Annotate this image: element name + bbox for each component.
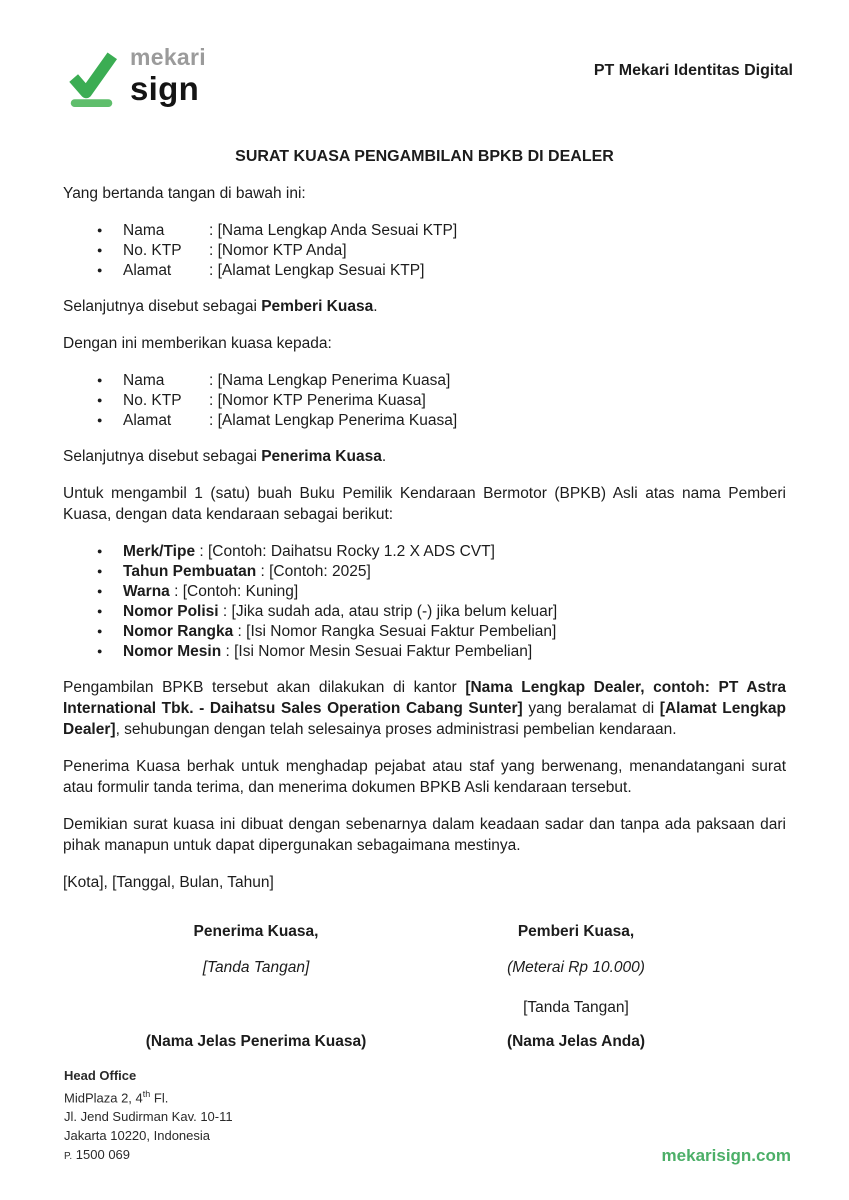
closing-paragraph: Demikian surat kuasa ini dibuat dengan sebenarnya dalam keadaan sadar dan tanpa ada paksaan dari pihak manapun untuk dapat dipergunakan sebagaimana mestinya. xyxy=(63,816,786,854)
signature-left-column xyxy=(96,921,416,1052)
text-run: , sehubungan dengan telah selesainya proses administrasi pembelian kendaraan. xyxy=(115,721,677,738)
signature-placeholder-right: [Tanda Tangan] xyxy=(523,999,629,1016)
address-line-2: Jl. Jend Sudirman Kav. 10-11 xyxy=(64,1109,233,1124)
signature-placeholder-left: [Tanda Tangan] xyxy=(202,959,310,976)
list-item xyxy=(97,260,786,280)
text-run: . xyxy=(373,298,378,315)
grantor-closing-paragraph xyxy=(63,296,786,317)
vehicle-field xyxy=(123,541,495,562)
grantor-list xyxy=(63,220,786,280)
dealer-paragraph xyxy=(63,677,786,740)
list-item xyxy=(97,390,786,410)
list-item xyxy=(97,601,786,621)
address-line-1 xyxy=(64,1085,233,1107)
signature-role-right: Pemberi Kuasa, xyxy=(517,923,635,940)
dealer-address-placeholder: [Alamat Lengkap Dealer] xyxy=(63,700,787,738)
field-value: : [Isi Nomor Rangka Sesuai Faktur Pembelian] xyxy=(233,623,557,640)
address-line-3: Jakarta 10220, Indonesia xyxy=(64,1128,210,1143)
field-value: : [Nama Lengkap Penerima Kuasa] xyxy=(209,372,451,389)
signature-name-right: (Nama Jelas Anda) xyxy=(506,1033,646,1050)
signature-name-left: (Nama Jelas Penerima Kuasa) xyxy=(145,1033,367,1050)
field-label: Alamat xyxy=(123,262,172,279)
website-link[interactable]: mekarisign.com xyxy=(661,1146,791,1165)
field-label: Merk/Tipe xyxy=(123,543,196,560)
list-item xyxy=(97,581,786,601)
field-value: : [Jika sudah ada, atau strip (-) jika belum keluar] xyxy=(218,603,558,620)
text-run: . xyxy=(381,448,387,465)
field-label: Nomor Mesin xyxy=(123,643,222,660)
grantee-list xyxy=(63,370,786,430)
document-title: SURAT KUASA PENGAMBILAN BPKB DI DEALER xyxy=(235,148,614,165)
dealer-name-placeholder: [Nama Lengkap Dealer, contoh: PT Astra International Tbk. - Daihatsu Sales Operation Cabang Sunter] xyxy=(63,679,786,717)
field-label: Nomor Polisi xyxy=(123,603,219,620)
signature-role-left: Penerima Kuasa, xyxy=(193,923,319,940)
field-value: : [Nomor KTP Penerima Kuasa] xyxy=(209,392,426,409)
grantee-closing-paragraph xyxy=(63,446,786,467)
field-label: Nama xyxy=(123,372,165,389)
purpose-paragraph: Untuk mengambil 1 (satu) buah Buku Pemilik Kendaraan Bermotor (BPKB) Asli atas nama Pemberi Kuasa, dengan data kendaraan sebagai berikut: xyxy=(63,485,786,523)
signature-spacer-left xyxy=(96,997,416,1018)
field-value: : [Nomor KTP Anda] xyxy=(209,242,347,259)
bullet-icon: ● xyxy=(97,566,103,576)
list-item xyxy=(97,370,786,390)
office-address-block xyxy=(64,1066,233,1166)
field-value: : [Contoh: Kuning] xyxy=(169,583,299,600)
text-run: Selanjutnya disebut sebagai xyxy=(63,448,262,465)
bullet-icon: ● xyxy=(97,646,103,656)
vehicle-field xyxy=(123,601,557,622)
text-run-bold: Pemberi Kuasa xyxy=(261,298,374,315)
bullet-icon: ● xyxy=(97,586,103,596)
meterai-note: (Meterai Rp 10.000) xyxy=(507,959,645,976)
logo-word-mekari: mekari xyxy=(130,44,206,70)
intro-paragraph: Yang bertanda tangan di bawah ini: xyxy=(63,185,306,202)
list-item xyxy=(97,561,786,581)
logo-word-sign: sign xyxy=(130,70,200,107)
document-content xyxy=(0,146,849,1052)
field-value: : [Contoh: Daihatsu Rocky 1.2 X ADS CVT] xyxy=(195,543,495,560)
vehicle-list xyxy=(63,541,786,661)
field-label: No. KTP xyxy=(123,392,182,409)
bullet-icon: ● xyxy=(97,245,103,255)
phone-line xyxy=(64,1145,233,1166)
signature-block xyxy=(63,921,786,1052)
list-item xyxy=(97,621,786,641)
phone-label: P. xyxy=(64,1151,73,1162)
footer xyxy=(0,1066,849,1166)
bullet-icon: ● xyxy=(97,626,103,636)
list-item xyxy=(97,641,786,661)
field-label: Nomor Rangka xyxy=(123,623,234,640)
logo-wordmark xyxy=(130,46,206,105)
field-label: Nama xyxy=(123,222,165,239)
text-run: Pengambilan BPKB tersebut akan dilakukan di kantor xyxy=(63,679,466,696)
logo-check-icon xyxy=(64,46,120,110)
field-label: Warna xyxy=(123,583,170,600)
bullet-icon: ● xyxy=(97,375,103,385)
bullet-icon: ● xyxy=(97,606,103,616)
field-value: : [Alamat Lengkap Penerima Kuasa] xyxy=(209,412,458,429)
field-label: Alamat xyxy=(123,412,172,429)
bullet-icon: ● xyxy=(97,415,103,425)
company-name: PT Mekari Identitas Digital xyxy=(593,62,793,79)
field-label: Tahun Pembuatan xyxy=(123,563,257,580)
vehicle-field xyxy=(123,641,532,662)
list-item xyxy=(97,410,786,430)
ordinal-superscript: th xyxy=(142,1088,151,1099)
vehicle-field xyxy=(123,561,371,582)
text-run: MidPlaza 2, 4 xyxy=(64,1090,143,1105)
grantee-intro-paragraph: Dengan ini memberikan kuasa kepada: xyxy=(63,335,332,352)
field-value: : [Isi Nomor Mesin Sesuai Faktur Pembelian] xyxy=(221,643,533,660)
place-date-line: [Kota], [Tanggal, Bulan, Tahun] xyxy=(63,874,274,891)
vehicle-field xyxy=(123,621,556,642)
list-item xyxy=(97,240,786,260)
list-item xyxy=(97,220,786,240)
signature-right-column xyxy=(416,921,736,1052)
rights-paragraph: Penerima Kuasa berhak untuk menghadap pejabat atau staf yang berwenang, menandatangani surat atau formulir tanda terima, dan menerima dokumen BPKB Asli kendaraan tersebut. xyxy=(63,758,786,796)
bullet-icon: ● xyxy=(97,225,103,235)
bullet-icon: ● xyxy=(97,265,103,275)
text-run: yang beralamat di xyxy=(522,700,660,717)
bullet-icon: ● xyxy=(97,395,103,405)
phone-number: 1500 069 xyxy=(72,1147,131,1162)
header xyxy=(0,0,849,110)
text-run: Fl. xyxy=(150,1090,169,1105)
list-item xyxy=(97,541,786,561)
field-value: : [Contoh: 2025] xyxy=(256,563,371,580)
text-run-bold: Penerima Kuasa xyxy=(261,448,382,465)
bullet-icon: ● xyxy=(97,546,103,556)
brand-logo xyxy=(64,46,206,110)
field-value: : [Nama Lengkap Anda Sesuai KTP] xyxy=(209,222,458,239)
office-title: Head Office xyxy=(64,1067,137,1083)
field-label: No. KTP xyxy=(123,242,182,259)
field-value: : [Alamat Lengkap Sesuai KTP] xyxy=(209,262,425,279)
text-run: Selanjutnya disebut sebagai xyxy=(63,298,262,315)
vehicle-field xyxy=(123,581,298,602)
